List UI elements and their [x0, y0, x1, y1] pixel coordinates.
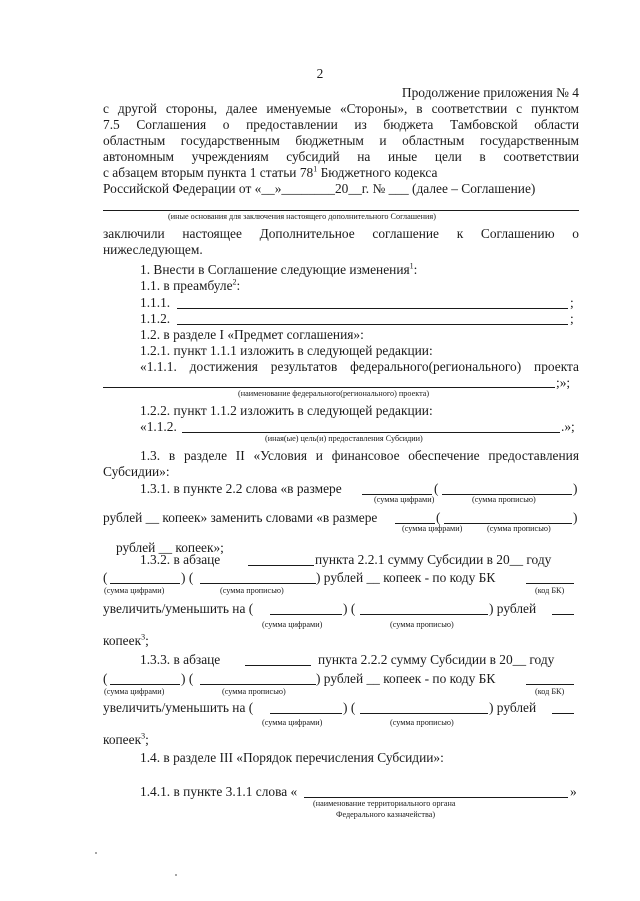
project-end-punct: ;»;: [556, 375, 571, 390]
item-1-3-3-rub-kop-bk: ) рублей __ копеек - по коду БК: [316, 671, 496, 686]
item-1-4-1-text: 1.4.1. в пункте 3.1.1 слова «: [140, 784, 298, 799]
item-1-1-2-label: 1.1.2.: [140, 311, 171, 326]
intro-line-7: заключили настоящее Дополнительное соглашение к Соглашению о: [103, 226, 579, 241]
item-1-3-2-paren-1: (: [103, 570, 108, 585]
item-1-3-2-text-b: пункта 2.2.1 сумму Субсидии в 20__ году: [315, 552, 552, 567]
grounds-caption: (иные основания для заключения настоящего дополнительного Соглашения): [168, 212, 436, 221]
goals-caption: (иная(ые) цель(и) предоставления Субсидии): [265, 434, 423, 443]
kopecks-line-1: [103, 633, 579, 649]
item-1-3-line-1: 1.3. в разделе II «Условия и финансовое обеспечение предоставления: [140, 448, 579, 463]
digits-caption-6: (сумма цифрами): [262, 718, 323, 727]
digits-caption-1: (сумма цифрами): [374, 495, 435, 504]
goals-end-punct: .»;: [561, 419, 575, 434]
item-1-3-1-text: 1.3.1. в пункте 2.2 слова «в размере: [140, 481, 342, 496]
footnote-ref-2: 2: [232, 277, 237, 287]
increase-words-blank-1: [360, 614, 488, 615]
page-number: 2: [316, 66, 324, 81]
increase-digits-blank-1: [270, 614, 342, 615]
item-1-3-2-digits-blank: [110, 583, 180, 584]
item-1-1: [140, 278, 579, 294]
item-1-3-2-bk-blank: [526, 583, 574, 584]
intro-line-5: [103, 165, 579, 181]
words-caption-3: (сумма прописью): [220, 586, 284, 595]
paren-close-c: ): [343, 601, 348, 616]
item-1-3-2-rub-kop-bk: ) рублей __ копеек - по коду БК: [316, 570, 496, 585]
item-1-3-3-paragraph-blank: [245, 665, 311, 666]
item-1-3-2-words-blank: [200, 583, 316, 584]
item-1-3-1-new-paren-close: ): [573, 510, 578, 525]
item-1-1-1-semicolon: ;: [570, 295, 574, 310]
intro-line-5-part-b: Бюджетного кодекса: [317, 165, 438, 180]
item-1-3-3-paren-1: (: [103, 671, 108, 686]
increase-rub-1: ) рублей: [489, 601, 537, 616]
increase-kop-blank-1: [552, 614, 574, 615]
paren-close-e: ): [181, 671, 186, 686]
item-1-3-3-digits-blank: [110, 684, 180, 685]
increase-kop-blank-2: [552, 713, 574, 714]
item-1-1-1-label: 1.1.1.: [140, 295, 171, 310]
treasury-caption-1: (наименование территориального органа: [313, 799, 456, 808]
intro-line-1: с другой стороны, далее именуемые «Стороны», в соответствии с пунктом: [103, 101, 579, 116]
bk-caption-1: (код БК): [535, 586, 565, 595]
paren-open-f: (: [188, 671, 194, 686]
appendix-header: Продолжение приложения № 4: [401, 85, 579, 100]
grounds-blank-line: [103, 210, 579, 211]
item-1-1-1-blank: [177, 308, 568, 309]
intro-line-3: областным государственным бюджетным и областным государственным: [103, 133, 579, 148]
treasury-caption-2: Федерального казначейства): [336, 810, 436, 819]
footnote-ref-1b: 1: [409, 261, 414, 271]
item-1-3-3-words-blank: [200, 684, 316, 685]
kopecks-text-1: копеек: [103, 633, 142, 648]
digits-caption-5: (сумма цифрами): [104, 687, 165, 696]
item-1-3-1-paren-open: (: [434, 481, 439, 496]
item-1-3-1-line-3: рублей __ копеек»;: [116, 540, 224, 555]
footnote-ref-3b: 3: [141, 731, 146, 741]
paren-open-d: (: [350, 601, 356, 616]
words-caption-6: (сумма прописью): [390, 718, 454, 727]
kopecks-line-2: [103, 732, 579, 748]
project-caption: (наименование федерального(регионального) проекта): [238, 389, 430, 398]
digits-caption-3: (сумма цифрами): [104, 586, 165, 595]
footnote-ref-3a: 3: [141, 632, 146, 642]
item-1-1-text: 1.1. в преамбуле: [140, 278, 233, 293]
item-1-3-3-bk-blank: [526, 684, 574, 685]
item-1-3-line-2: Субсидии»:: [103, 464, 170, 479]
paren-close-a: ): [181, 570, 186, 585]
scan-speck: [95, 852, 97, 854]
words-caption-1: (сумма прописью): [472, 495, 536, 504]
increase-text-2: увеличить/уменьшить на (: [103, 700, 254, 715]
item-1-3-2-paragraph-blank: [248, 565, 314, 566]
item-1-3-3-text-a: 1.3.3. в абзаце: [140, 652, 221, 667]
digits-caption-2: (сумма цифрами): [402, 524, 463, 533]
item-1-3-2-text-a: 1.3.2. в абзаце: [140, 552, 221, 567]
item-1-1-2-semicolon: ;: [570, 311, 574, 326]
item-1-4-1-blank: [304, 797, 568, 798]
words-caption-5: (сумма прописью): [222, 687, 286, 696]
increase-rub-2: ) рублей: [489, 700, 537, 715]
increase-digits-blank-2: [270, 713, 342, 714]
paren-open-b: (: [188, 570, 194, 585]
intro-line-4: автономным учреждениям субсидий на иные цели в соответствии: [103, 149, 579, 164]
item-1-1-1-new-text: «1.1.1. достижения результатов федерального(регионального) проекта: [140, 359, 579, 374]
digits-caption-4: (сумма цифрами): [262, 620, 323, 629]
item-1-2-2: 1.2.2. пункт 1.1.2 изложить в следующей редакции:: [140, 403, 433, 418]
increase-words-blank-2: [360, 713, 488, 714]
kopecks-text-2: копеек: [103, 732, 142, 747]
item-1-4-1-end-quote: »: [570, 784, 577, 799]
words-caption-4: (сумма прописью): [390, 620, 454, 629]
item-1-1-2-blank: [177, 324, 568, 325]
increase-text-1: увеличить/уменьшить на (: [103, 601, 254, 616]
words-caption-2: (сумма прописью): [487, 524, 551, 533]
intro-line-2: 7.5 Соглашения о предоставлении из бюджета Тамбовской области: [103, 117, 579, 132]
intro-line-6: Российской Федерации от «__»________20__г. № ___ (далее – Соглашение): [103, 181, 536, 196]
item-1: [140, 262, 579, 278]
item-1-3-1-new-paren-open: (: [436, 510, 441, 525]
item-1-text: 1. Внести в Соглашение следующие изменения: [140, 262, 410, 277]
item-1-2: 1.2. в разделе I «Предмет соглашения»:: [140, 327, 364, 342]
intro-line-5-part-a: с абзацем вторым пункта 1 статьи 78: [103, 165, 314, 180]
item-1-1-2-new-label: «1.1.2.: [140, 419, 177, 434]
kopecks-end-2: ;: [145, 732, 149, 747]
paren-open-h: (: [350, 700, 356, 715]
intro-line-8: нижеследующем.: [103, 242, 203, 257]
footnote-ref-1: 1: [313, 164, 318, 174]
item-1-colon: :: [413, 262, 418, 277]
paren-close-g: ): [343, 700, 348, 715]
bk-caption-2: (код БК): [535, 687, 565, 696]
item-1-3-1-line-2: рублей __ копеек» заменить словами «в размере: [103, 510, 378, 525]
item-1-1-colon: :: [236, 278, 241, 293]
scan-speck: [175, 874, 177, 876]
kopecks-end-1: ;: [145, 633, 149, 648]
item-1-3-1-paren-close: ): [573, 481, 578, 496]
goals-blank-line: [182, 432, 560, 433]
item-1-2-1: 1.2.1. пункт 1.1.1 изложить в следующей редакции:: [140, 343, 433, 358]
project-blank-line: [103, 387, 555, 388]
item-1-3-3-text-b: пункта 2.2.2 сумму Субсидии в 20__ году: [318, 652, 555, 667]
item-1-4: 1.4. в разделе III «Порядок перечисления Субсидии»:: [140, 750, 444, 765]
